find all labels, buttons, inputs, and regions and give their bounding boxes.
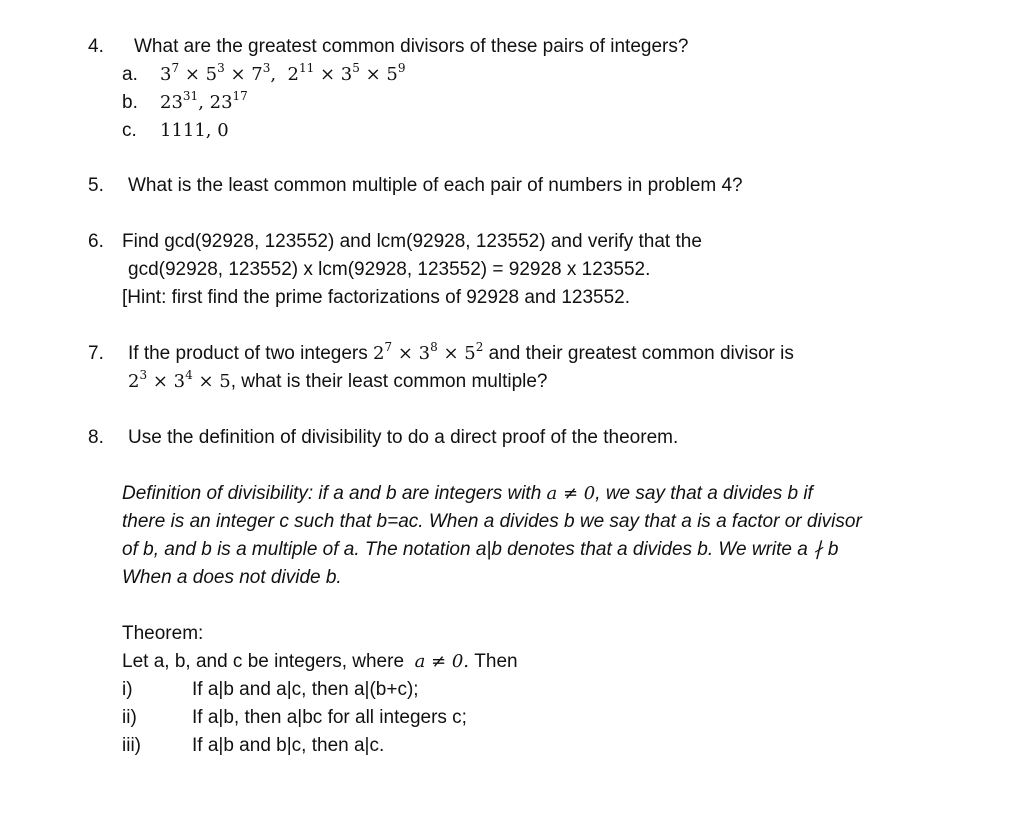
q6-hint: [Hint: first find the prime factorizations of 92928 and 123552. [122, 287, 631, 308]
q7-line2: $2^3 \times 3^4 \times 5$, what is their least common multiple? [128, 368, 548, 392]
q7-line1: If the product of two integers $2^7 \times 3^8 \times 5^2$ and their greatest common divisor is [128, 340, 794, 364]
q4a-label: a. [122, 64, 138, 85]
q4c-expression: 1111, 0 [160, 120, 229, 141]
definition-line3: of b, and b is a multiple of a. The notation a|b denotes that a divides b. We write a ∤ b [122, 539, 839, 560]
q4b-label: b. [122, 92, 138, 113]
q4b-expression: $23^{31}$, $23^{17}$ [160, 89, 248, 113]
q6-line2: gcd(92928, 123552) x lcm(92928, 123552) = 92928 x 123552. [128, 259, 651, 280]
theorem-item-text: If a|b, then a|bc for all integers c; [192, 707, 467, 728]
theorem-intro: Let a, b, and c be integers, where a ≠ 0. Then [122, 651, 518, 672]
definition-line1: Definition of divisibility: if a and b are integers with a ≠ 0, we say that a divides b if [122, 483, 813, 504]
theorem-item-label: i) [122, 679, 133, 700]
q8-number: 8. [88, 427, 104, 448]
q4-text: What are the greatest common divisors of these pairs of integers? [134, 36, 689, 57]
theorem-item-text: If a|b and a|c, then a|(b+c); [192, 679, 419, 700]
q8-text: Use the definition of divisibility to do a direct proof of the theorem. [128, 427, 679, 448]
q5-text: What is the least common multiple of each pair of numbers in problem 4? [128, 175, 743, 196]
q6-line1: Find gcd(92928, 123552) and lcm(92928, 123552) and verify that the [122, 231, 702, 252]
q5-number: 5. [88, 175, 104, 196]
definition-line4: When a does not divide b. [122, 567, 342, 588]
theorem-title: Theorem: [122, 623, 204, 644]
q4a-expression: $3^7 \times 5^3 \times 7^3$, $2^{11} \times 3^5 \times 5^9$ [160, 61, 406, 85]
q4-number: 4. [88, 36, 104, 57]
theorem-item-label: iii) [122, 735, 141, 756]
theorem-item-label: ii) [122, 707, 137, 728]
theorem-item-text: If a|b and b|c, then a|c. [192, 735, 385, 756]
q4c-label: c. [122, 120, 137, 141]
q7-number: 7. [88, 343, 104, 364]
q6-number: 6. [88, 231, 104, 252]
definition-line2: there is an integer c such that b=ac. When a divides b we say that a is a factor or divisor [122, 511, 862, 532]
